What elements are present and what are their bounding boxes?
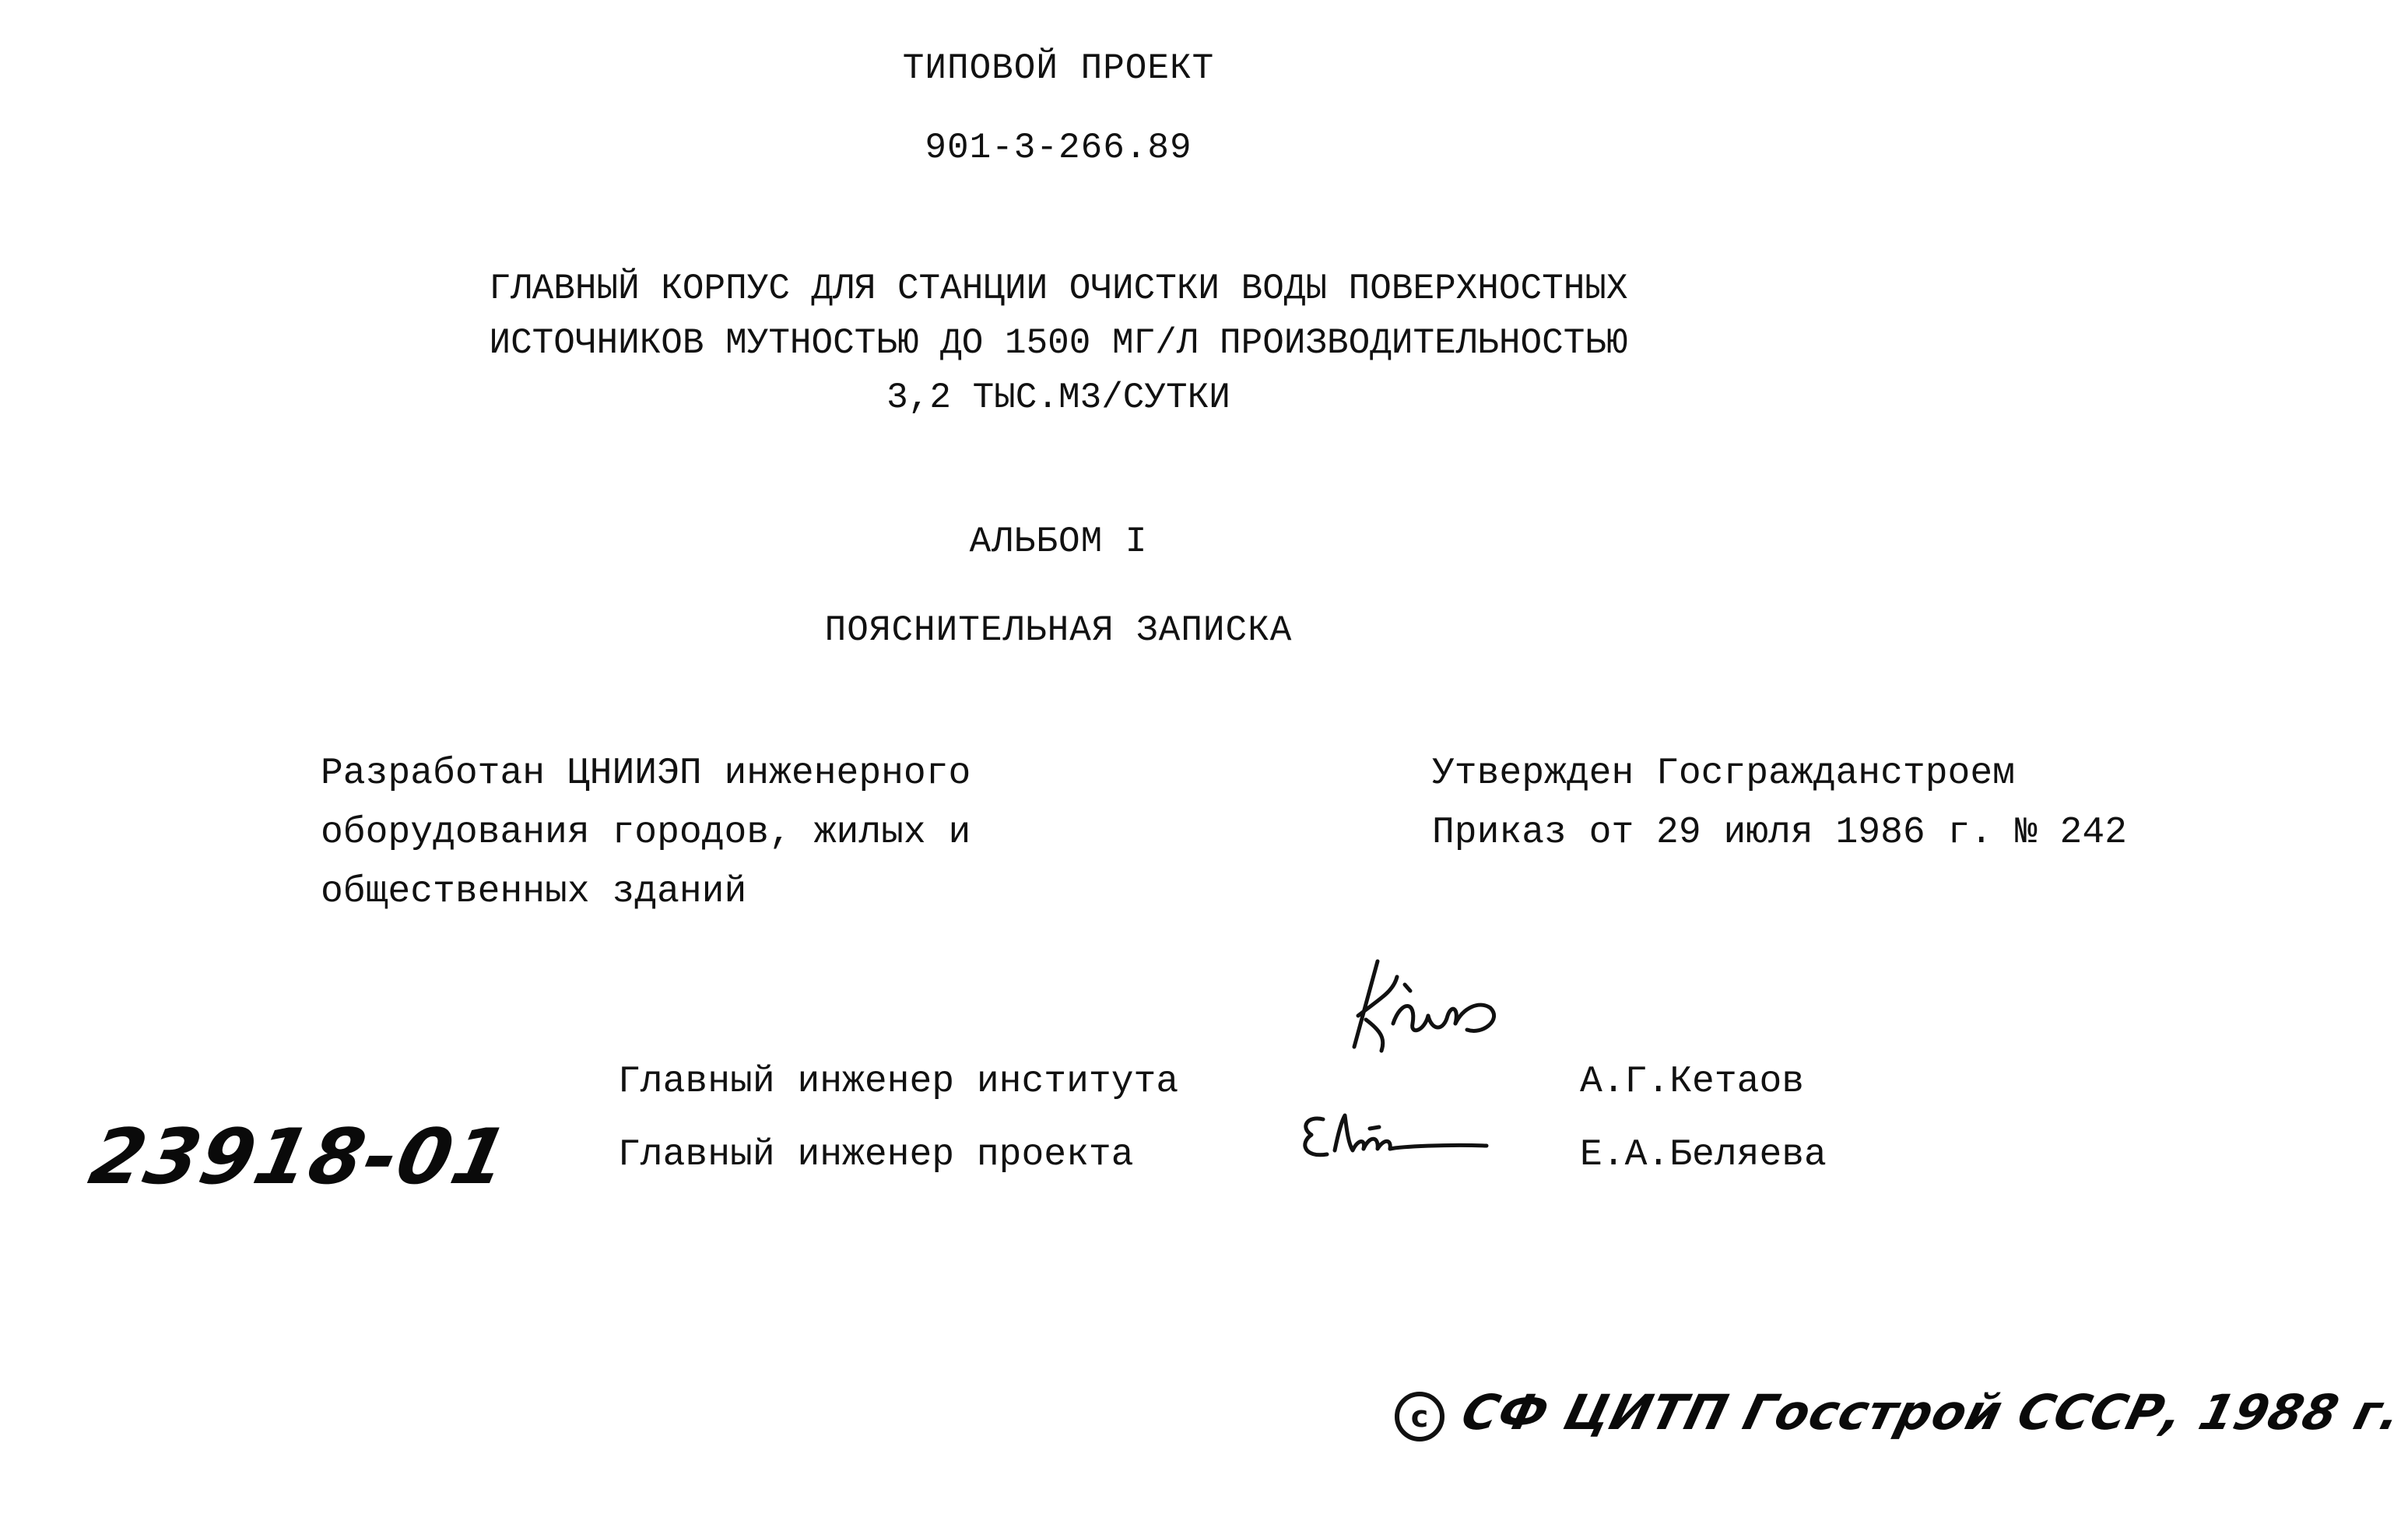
stamp-number: 23918-01 [82,1113,518,1202]
developer-line-2: оборудования городов, жилых и [321,812,971,854]
developer-line-1: Разработан ЦНИИЭП инженерного [321,753,971,795]
project-number: 901-3-266.89 [925,128,1192,168]
project-type: ТИПОВОЙ ПРОЕКТ [902,48,1215,89]
signatory-name-1: А.Г.Кетаов [1580,1061,1805,1103]
title-line-3: 3,2 ТЫС.М3/СУТКИ [886,377,1230,418]
approval-line-1: Утвержден Госгражданстроем [1432,753,2015,795]
signature-ketaov [1323,953,1510,1062]
album-subtitle: ПОЯСНИТЕЛЬНАЯ ЗАПИСКА [824,610,1293,651]
signatory-role-1: Главный инженер института [618,1061,1179,1103]
signatory-name-2: Е.А.Беляева [1580,1134,1827,1176]
copyright-icon: c [1395,1392,1444,1442]
signatory-role-2: Главный инженер проекта [618,1134,1134,1176]
album-label: АЛЬБОМ I [969,521,1148,562]
title-line-2: ИСТОЧНИКОВ МУТНОСТЬЮ ДО 1500 МГ/Л ПРОИЗВОДИТЕЛЬНОСТЬЮ [489,323,1628,363]
approval-block [1432,744,2127,862]
title-line-1: ГЛАВНЫЙ КОРПУС ДЛЯ СТАНЦИИ ОЧИСТКИ ВОДЫ ПОВЕРХНОСТНЫХ [489,269,1628,309]
developer-block [321,744,971,922]
signature-belyaeva [1292,1104,1494,1166]
developer-line-3: общественных зданий [321,871,747,913]
copyright-text: СФ ЦИТП Госстрой СССР, 1988 г. [1455,1384,2408,1441]
approval-line-2: Приказ от 29 июля 1986 г. № 242 [1432,812,2127,854]
